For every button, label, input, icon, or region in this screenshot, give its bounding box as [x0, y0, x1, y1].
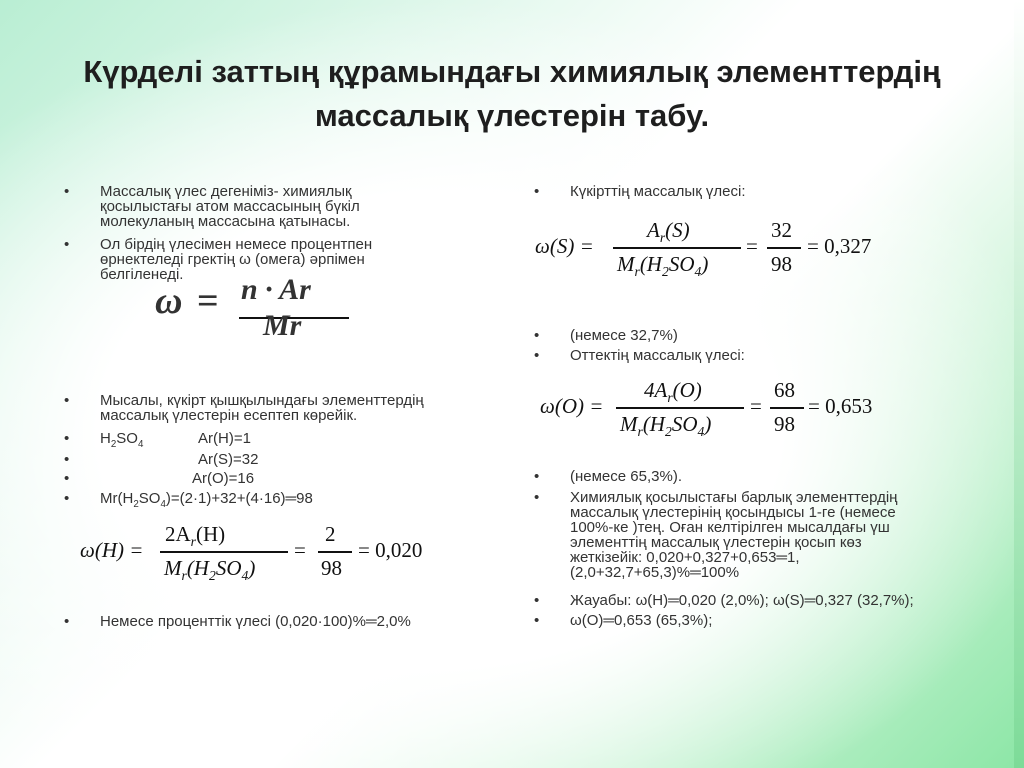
- slide-title: [30, 50, 994, 138]
- bullet-h2so4: • $H_2SO_4$ Ar(H)=1: [64, 430, 251, 450]
- formula-equals: =: [197, 280, 219, 322]
- title-line-1: Күрделі заттың құрамындағы химиялық элементтердің: [83, 54, 941, 89]
- bullet-answer-o: • ω(O)═0,653 (65,3%);: [534, 612, 713, 629]
- formula-denominator: Mr: [263, 309, 302, 342]
- bullet-percent-s: • (немесе 32,7%): [534, 327, 678, 344]
- bullet-oxygen-label: • Оттектің массалық үлесі:: [534, 347, 745, 364]
- formula-numerator: n · Ar: [241, 273, 311, 306]
- slide-edge-decoration: [1014, 0, 1024, 768]
- title-line-2: массалық үлестерін табу.: [314, 98, 710, 133]
- formula-omega: ω: [155, 280, 183, 322]
- equation-omega-s: ω(S) = $A_r(S)$ $M_r(H_2SO_4)$ = 32 98 = 0,327: [535, 218, 872, 280]
- equation-omega-h: ω(H) = $2A_r(H)$ $M_r(H_2SO_4)$ = 2 98 = 0,020: [80, 522, 423, 584]
- bullet-sum-check: • Химиялық қосылыстағы барлық элементтердің массалық үлестерінің қосындысы 1-ге (немесе 100%-ке )тең. Оған келтірілген мысалдағы үш элементтің массалық үлестерін қосып көз жеткізейік: 0,020+0,327+0,653═1, (2,0+32,7+65,3)%═100%: [534, 489, 898, 581]
- slide-background: Күрделі заттың құрамындағы химиялық элементтердің массалық үлестерін табу. • Массалық үлес дегеніміз- химиялық қосылыстағы атом массасының бүкіл молекуланың массасына қатынасы. • Ол бірдің үлесімен немесе процентпен өрнектеледі гректің ω (омега) әрпімен белгіленеді. ω = n · Ar Mr • Мысалы, күкірт қышқылындағы элементтердің массалық үлестерін есептеп көрейік. • $H_2SO_4$ Ar(H)=1 • Ar(S)=32 • Ar(O)=16 • $Mr(H_2SO_4)=(2\cdot 1)+32+(4\cdot 16)═98$ ω(H) = $2A_r(H)$ $M_r(H_2SO_4)$ = 2 98 = 0,020 • Немесе проценттік үлесі (0,020·100)%═2,0% • Күкірттің массалық үлесі: ω(S) = $A_r(S)$ $M_r(H_2SO_4)$ = 32 98 = 0,327 • (немесе 32,7%) • Оттектің массалық үлесі: ω(O) = $4A_r(O)$ $M_r(H_2SO_4)$ = 68 98 = 0,653 • (немесе 65,3%). • Химиялық қосылыстағы барлық элементтердің массалық үлестерінің қосындысы 1-ге (немесе 100%-ке )тең. Оған келтірілген мысалдағы үш элементтің массалық үлестерін қосып көз жеткізейік: 0,020+0,327+0,653═1, (2,0+32,7+65,3)%═100% • Жауабы: ω(H)═0,020 (2,0%); ω(S)═0,327 (32,7%); • ω(O)═0,653 (65,3%);: [0, 0, 1024, 768]
- bullet-omega-note: • Ол бірдің үлесімен немесе процентпен өрнектеледі гректің ω (омега) әрпімен белгіленеді.: [64, 236, 373, 283]
- bullet-mr: • $Mr(H_2SO_4)=(2\cdot 1)+32+(4\cdot 16)═98$: [64, 490, 313, 510]
- omega-formula: [155, 273, 355, 354]
- bullet-percent-h: • Немесе проценттік үлесі (0,020·100)%═2,0%: [64, 613, 411, 630]
- bullet-percent-o: • (немесе 65,3%).: [534, 468, 682, 485]
- bullet-sulfur-label: • Күкірттің массалық үлесі:: [534, 183, 746, 200]
- bullet-definition: • Массалық үлес дегеніміз- химиялық қосылыстағы атом массасының бүкіл молекуланың массасына қатынасы.: [64, 183, 360, 230]
- equation-omega-o: ω(O) = $4A_r(O)$ $M_r(H_2SO_4)$ = 68 98 = 0,653: [540, 378, 873, 440]
- bullet-example: • Мысалы, күкірт қышқылындағы элементтердің массалық үлестерін есептеп көрейік.: [64, 392, 424, 424]
- bullet-answer: • Жауабы: ω(H)═0,020 (2,0%); ω(S)═0,327 (32,7%);: [534, 592, 914, 609]
